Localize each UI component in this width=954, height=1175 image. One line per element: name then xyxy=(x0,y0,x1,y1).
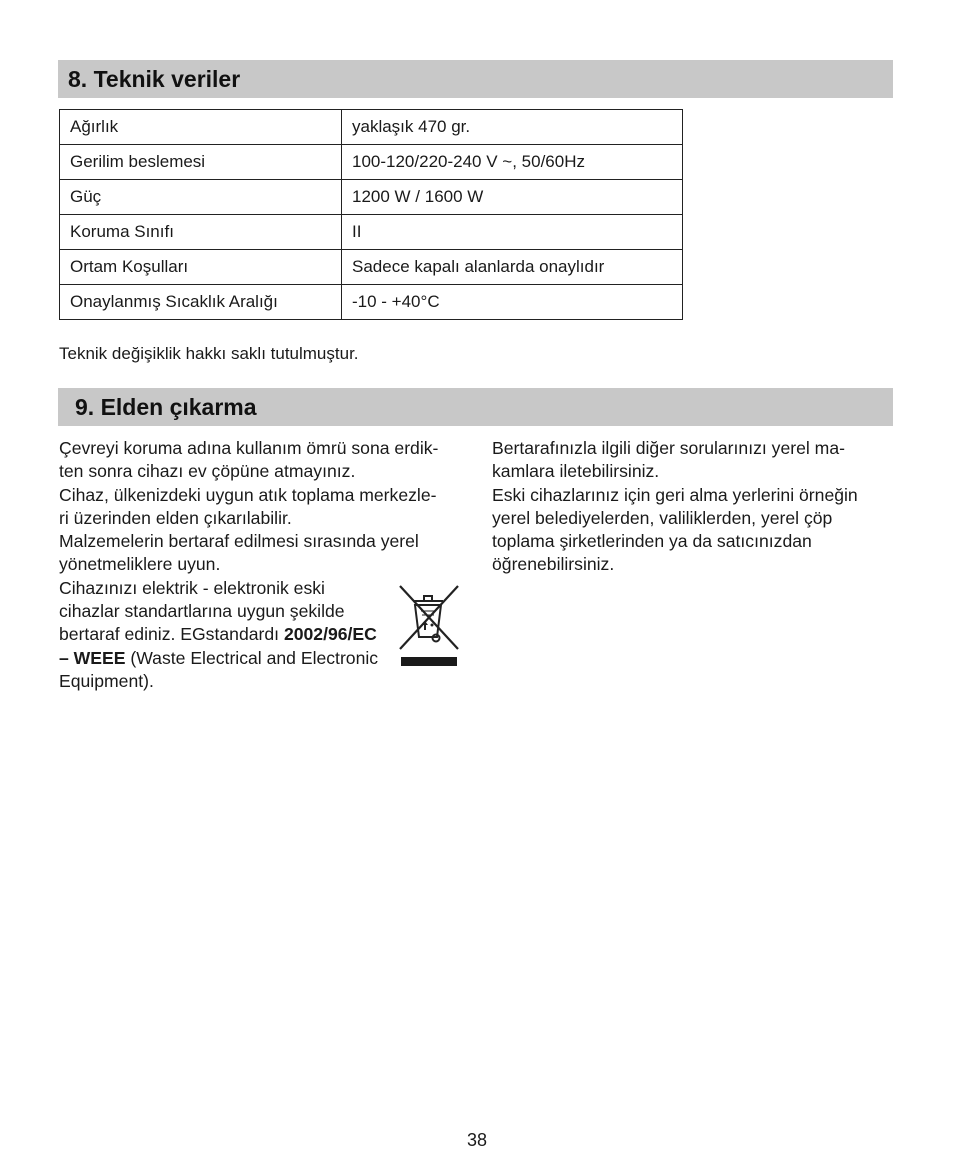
spec-value: Sadece kapalı alanlarda onaylıdır xyxy=(342,250,683,285)
paragraph-line: Cihaz, ülkenizdeki uygun atık toplama merkezle- xyxy=(59,484,437,505)
disposal-text-right xyxy=(492,437,892,577)
spec-label: Ağırlık xyxy=(60,110,342,145)
paragraph-line: Bertarafınızla ilgili diğer sorularınızı yerel ma- xyxy=(492,438,845,458)
page-number: 38 xyxy=(466,1130,488,1150)
specs-row xyxy=(60,180,683,215)
spec-value: -10 - +40°C xyxy=(342,285,683,320)
spec-value: yaklaşık 470 gr. xyxy=(342,110,683,145)
section-heading-technical-data xyxy=(58,60,893,98)
directive-code: 2002/96/EC xyxy=(283,624,377,645)
section-title: 9. Elden çıkarma xyxy=(75,393,257,420)
inline-text: bertaraf ediniz. EGstandardı xyxy=(59,624,284,645)
paragraph-line: yönetmeliklere uyun. xyxy=(59,554,221,575)
spec-value: 100-120/220-240 V ~, 50/60Hz xyxy=(342,145,683,180)
spec-label: Koruma Sınıfı xyxy=(60,215,342,250)
spec-value: II xyxy=(342,215,683,250)
paragraph-line: toplama şirketlerinden ya da satıcınızdan xyxy=(492,531,812,552)
paragraph-line: cihazlar standartlarına uygun şekilde xyxy=(59,601,345,622)
paragraph-line: Eski cihazlarınız için geri alma yerlerini örneğin xyxy=(492,484,858,505)
specs-row xyxy=(60,145,683,180)
paragraph-line: ten sonra cihazı ev çöpüne atmayınız. xyxy=(59,461,356,482)
inline-text: (Waste Electrical and Electronic xyxy=(125,647,379,668)
spec-label: Onaylanmış Sıcaklık Aralığı xyxy=(60,285,342,320)
paragraph-line: yerel belediyelerden, valiliklerden, yerel çöp xyxy=(492,507,833,528)
section-heading-disposal xyxy=(58,388,893,426)
weee-crossed-out-bin-icon xyxy=(395,581,463,669)
specs-row xyxy=(60,250,683,285)
technical-change-note: Teknik değişiklik hakkı saklı tutulmuştur. xyxy=(59,344,359,363)
paragraph-line: kamlara iletebilirsiniz. xyxy=(492,461,660,482)
paragraph-line: Malzemelerin bertaraf edilmesi sırasında yerel xyxy=(59,531,419,552)
spec-value: 1200 W / 1600 W xyxy=(342,180,683,215)
section-title: 8. Teknik veriler xyxy=(68,65,241,92)
specs-table xyxy=(59,109,683,320)
specs-row xyxy=(60,285,683,320)
paragraph-line: Equipment). xyxy=(59,670,154,691)
spec-label: Gerilim beslemesi xyxy=(60,145,342,180)
paragraph-line: Çevreyi koruma adına kullanım ömrü sona erdik- xyxy=(59,438,439,458)
specs-row xyxy=(60,110,683,145)
paragraph-line: öğrenebilirsiniz. xyxy=(492,554,615,575)
spec-label: Güç xyxy=(60,180,342,215)
specs-row xyxy=(60,215,683,250)
spec-label: Ortam Koşulları xyxy=(60,250,342,285)
paragraph-line: ri üzerinden elden çıkarılabilir. xyxy=(59,507,292,528)
weee-label: – WEEE xyxy=(59,647,126,668)
paragraph-line: Cihazınızı elektrik - elektronik eski xyxy=(59,577,325,598)
